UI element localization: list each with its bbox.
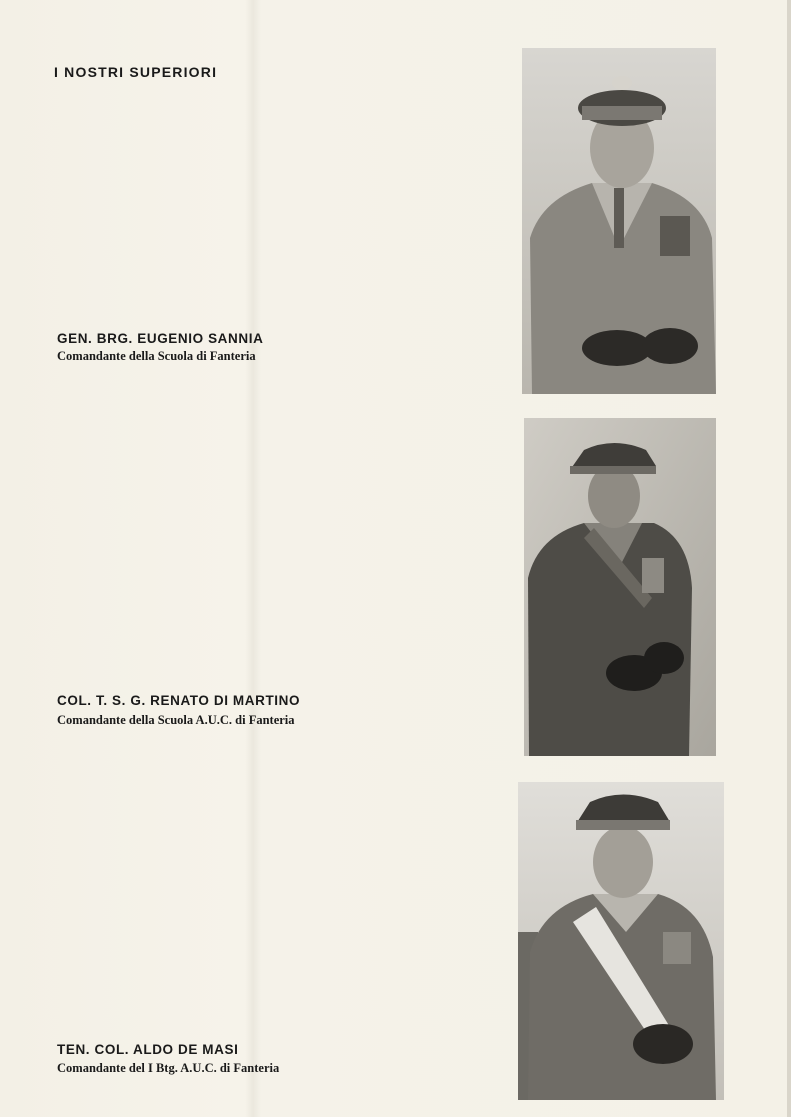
portrait-image (518, 782, 724, 1100)
portrait-image (524, 418, 716, 756)
officer-role: Comandante della Scuola di Fanteria (57, 349, 256, 363)
officer-portrait-photo (524, 418, 716, 756)
officer-role: Comandante del I Btg. A.U.C. di Fanteria (57, 1061, 280, 1075)
officer-name: COL. T. S. G. RENATO DI MARTINO (57, 693, 301, 708)
officer-name: GEN. BRG. EUGENIO SANNIA (57, 331, 264, 346)
page-title: I NOSTRI SUPERIORI (54, 64, 218, 80)
officer-portrait-photo (522, 48, 716, 394)
officer-portrait-photo (518, 782, 724, 1100)
page-edge (787, 0, 791, 1117)
officer-role: Comandante della Scuola A.U.C. di Fanteria (57, 713, 295, 727)
officer-name: TEN. COL. ALDO DE MASI (57, 1042, 239, 1057)
portrait-image (522, 48, 716, 394)
